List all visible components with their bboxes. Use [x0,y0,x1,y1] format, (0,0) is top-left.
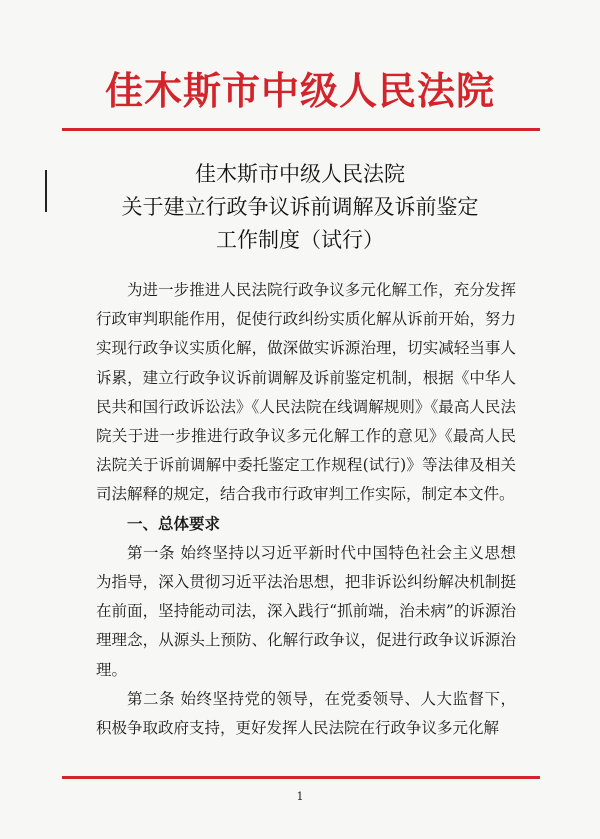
title-line-3: 工作制度（试行） [216,228,384,252]
page-number: 1 [296,790,304,803]
article-2-paragraph: 第二条 始终坚持党的领导，在党委领导、人大监督下，积极争取政府支持，更好发挥人民法院在行政争议多元化解 [96,689,516,738]
document-title [0,158,600,257]
title-line-2: 关于建立行政争议诉前调解及诉前鉴定 [121,195,479,219]
footer-red-rule [62,776,540,779]
article-1-paragraph: 第一条 始终坚持以习近平新时代中国特色社会主义思想为指导，深入贯彻习近平法治思想，把非诉讼纠纷解决机制挺在前面，坚持能动司法，深入践行“抓前端，治未病”的诉源治理理念，从源头上预防、化解行政争议，促进行政争议诉源治理。 [96,543,516,679]
intro-paragraph: 为进一步推进人民法院行政争议多元化解工作，充分发挥行政审判职能作用，促使行政纠纷实质化解从诉前开始，努力实现行政争议实质化解，做深做实诉源治理，切实减轻当事人诉累，建立行政争议诉前调解及诉前鉴定机制，根据《中华人民共和国行政诉讼法》《人民法院在线调解规则》《最高人民法院关于进一步推进行政争议多元化解工作的意见》《最高人民法院关于诉前调解中委托鉴定工作规程(试行)》等法律及相关司法解释的规定，结合我市行政审判工作实际，制定本文件。 [96,281,516,504]
section-heading: 一、总体要求 [127,514,221,533]
title-line-1: 佳木斯市中级人民法院 [195,162,405,186]
court-masthead: 佳木斯市中级人民法院 [104,68,495,113]
header-red-rule [62,128,540,131]
document-body [96,276,516,743]
